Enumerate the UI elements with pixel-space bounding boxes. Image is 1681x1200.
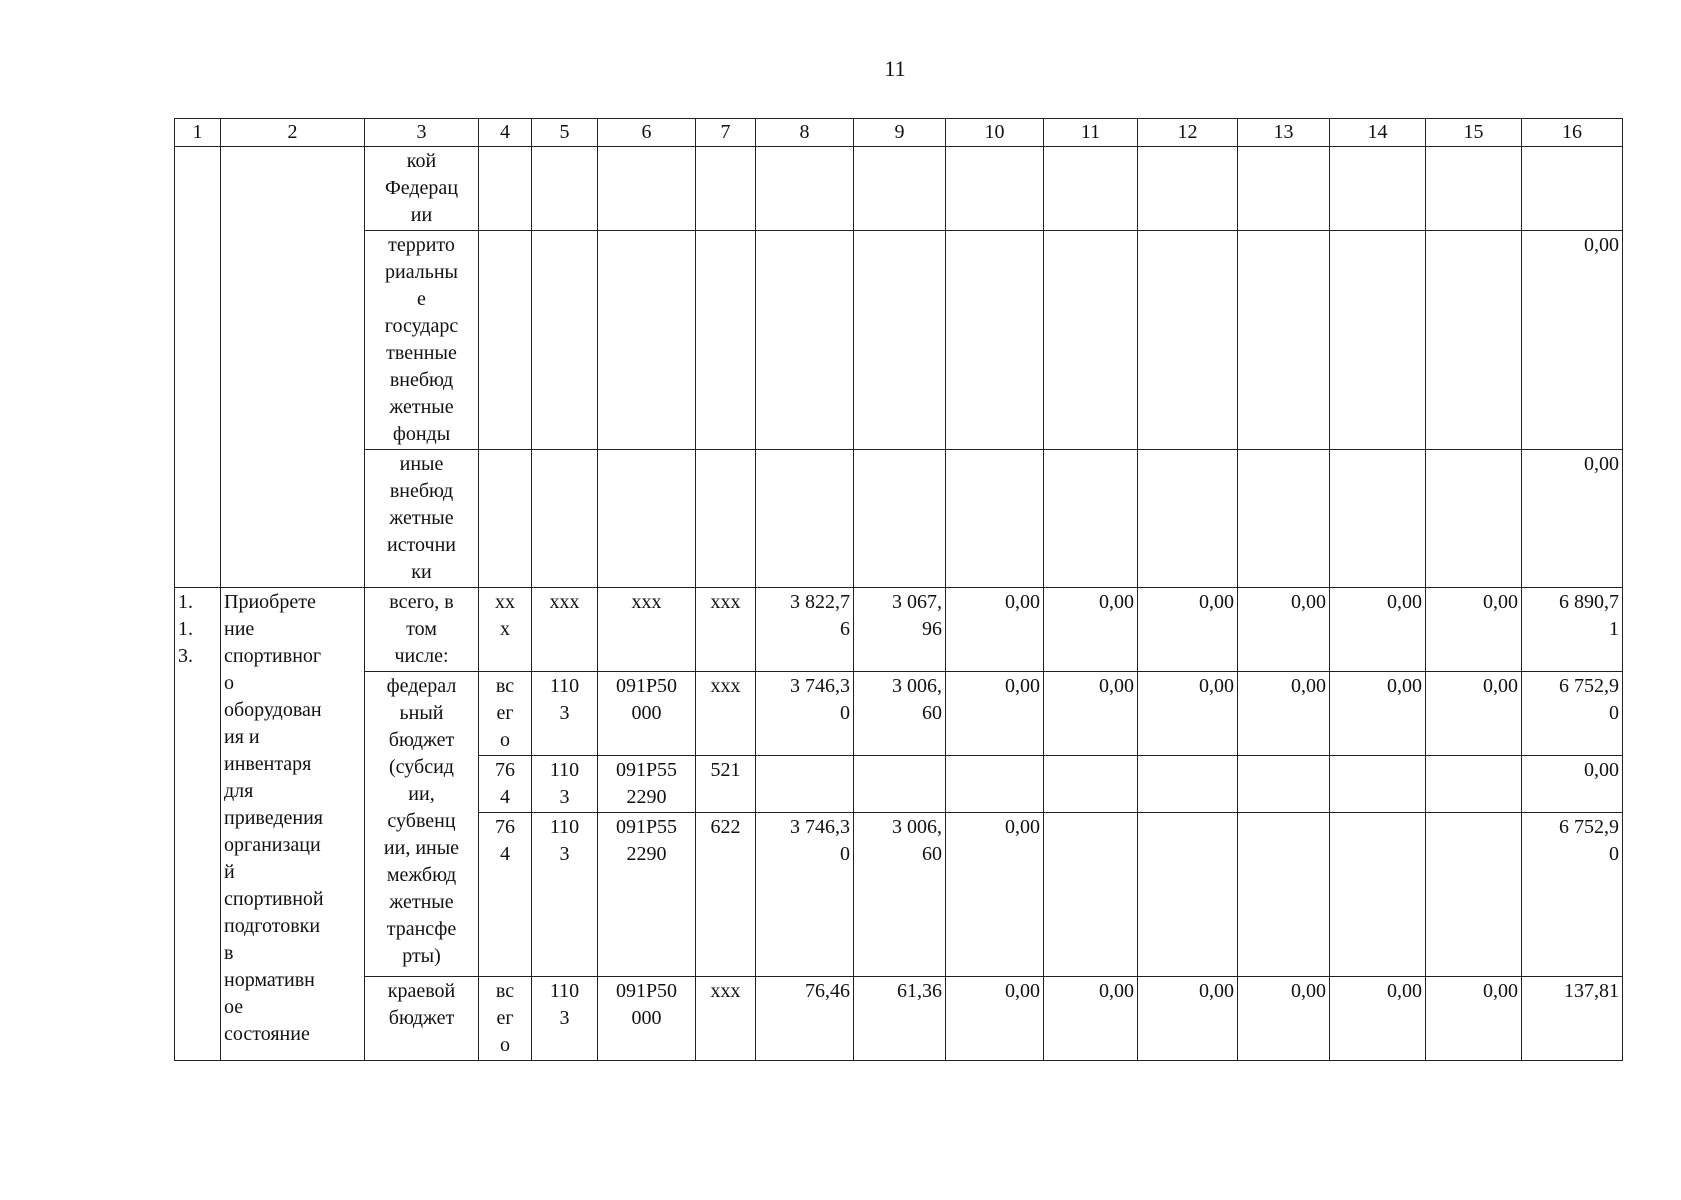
source-cell: кой Федерац ии [365,147,479,231]
value-cell: 0,00 [1330,588,1426,672]
value-cell: 0,00 [1238,977,1330,1061]
code-cell: хх х [479,588,532,672]
cell [175,147,221,588]
code-cell: 091Р50 000 [598,977,696,1061]
value-cell: 3 067, 96 [854,588,946,672]
code-cell: ххх [532,588,598,672]
value-cell: 0,00 [1426,672,1522,756]
value-cell: 137,81 [1522,977,1623,1061]
value-cell: 0,00 [1330,977,1426,1061]
code-cell: 091Р55 2290 [598,756,696,813]
value-cell: 0,00 [946,672,1044,756]
value-cell: 3 746,3 0 [756,672,854,756]
col-header: 16 [1522,119,1623,147]
source-cell: всего, в том числе: [365,588,479,672]
col-header: 8 [756,119,854,147]
code-cell: вс ег о [479,977,532,1061]
source-cell: федерал ьный бюджет (субсид ии, субвенц ии, иные межбюд жетные трансфе рты) [365,672,479,977]
code-cell: 521 [696,756,756,813]
item-name: Приобрете ние спортивног о оборудован ия и инвентаря для приведения организаци й спортивной подготовки в нормативн ое состояние [221,588,365,1061]
value-cell: 0,00 [1426,977,1522,1061]
col-header: 3 [365,119,479,147]
value-cell: 0,00 [1522,231,1623,450]
value-cell: 0,00 [1138,672,1238,756]
table-row [175,588,1623,672]
code-cell: 110 3 [532,672,598,756]
value-cell: 61,36 [854,977,946,1061]
value-cell: 0,00 [946,588,1044,672]
code-cell: 76 4 [479,813,532,977]
code-cell: 622 [696,813,756,977]
code-cell: ххх [696,977,756,1061]
code-cell: 091Р50 000 [598,672,696,756]
value-cell: 0,00 [1138,977,1238,1061]
code-cell: вс ег о [479,672,532,756]
value-cell: 0,00 [1044,977,1138,1061]
item-number: 1. 1. 3. [175,588,221,1061]
value-cell: 3 822,7 6 [756,588,854,672]
value-cell: 0,00 [1522,756,1623,813]
col-header: 10 [946,119,1044,147]
col-header: 4 [479,119,532,147]
value-cell: 3 006, 60 [854,672,946,756]
page-number: 11 [884,56,906,81]
value-cell: 3 746,3 0 [756,813,854,977]
col-header: 11 [1044,119,1138,147]
value-cell: 6 752,9 0 [1522,672,1623,756]
source-cell: иные внебюд жетные источни ки [365,450,479,588]
value-cell: 0,00 [1426,588,1522,672]
table-row [175,977,1623,1061]
source-cell: краевой бюджет [365,977,479,1061]
code-cell: 110 3 [532,756,598,813]
col-header: 14 [1330,119,1426,147]
col-header: 1 [175,119,221,147]
budget-table [174,118,1623,1061]
table-row [175,672,1623,756]
source-cell: террито риальны е государс твенные внебюд жетные фонды [365,231,479,450]
code-cell: ххх [696,588,756,672]
code-cell: 110 3 [532,977,598,1061]
value-cell: 0,00 [1522,450,1623,588]
value-cell: 3 006, 60 [854,813,946,977]
value-cell: 0,00 [946,977,1044,1061]
value-cell: 0,00 [1238,588,1330,672]
code-cell: ххх [598,588,696,672]
col-header: 13 [1238,119,1330,147]
value-cell: 76,46 [756,977,854,1061]
code-cell: ххх [696,672,756,756]
col-header: 6 [598,119,696,147]
col-header: 12 [1138,119,1238,147]
col-header: 7 [696,119,756,147]
table-row [175,231,1623,450]
table-row [175,450,1623,588]
value-cell: 0,00 [1044,588,1138,672]
code-cell: 091Р55 2290 [598,813,696,977]
value-cell: 0,00 [1238,672,1330,756]
col-header: 15 [1426,119,1522,147]
col-header: 5 [532,119,598,147]
value-cell: 0,00 [1138,588,1238,672]
table-row [175,147,1623,231]
col-header: 2 [221,119,365,147]
code-cell: 76 4 [479,756,532,813]
value-cell: 0,00 [1044,672,1138,756]
value-cell: 0,00 [946,813,1044,977]
col-header: 9 [854,119,946,147]
value-cell: 6 890,7 1 [1522,588,1623,672]
code-cell: 110 3 [532,813,598,977]
value-cell: 6 752,9 0 [1522,813,1623,977]
header-row [175,119,1623,147]
cell [221,147,365,588]
value-cell: 0,00 [1330,672,1426,756]
